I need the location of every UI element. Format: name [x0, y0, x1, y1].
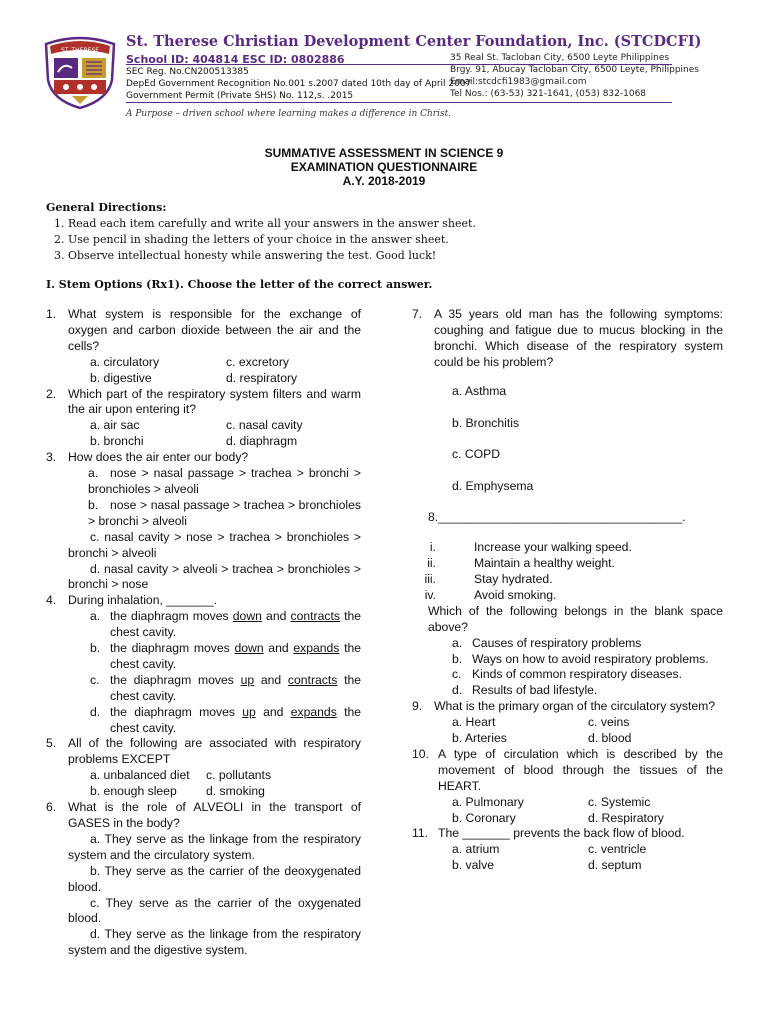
- question-number: 2.: [46, 386, 57, 401]
- government-permit: Government Permit (Private SHS) No. 112,s. .2015: [126, 91, 354, 101]
- option-text: the diaphragm moves: [110, 704, 235, 719]
- question-4: [46, 593, 361, 609]
- underlined-word: down: [234, 641, 264, 656]
- option-letter: d.: [452, 683, 463, 698]
- logo-text: ST. THERESE: [60, 47, 100, 54]
- title-line: EXAMINATION QUESTIONNAIRE: [290, 160, 478, 174]
- option: [452, 667, 723, 683]
- option: b. enough sleep: [90, 784, 177, 799]
- telephone: Tel Nos.: (63-53) 321-1641, (053) 832-1068: [450, 89, 647, 99]
- question-8: [428, 510, 723, 526]
- roman-numeral: ii.: [427, 556, 436, 571]
- option: c. They serve as the carrier of the oxygenated blood.: [68, 895, 361, 926]
- question-1: [46, 307, 361, 355]
- question-text: A 35 years old man has the following symptoms: coughing and fatigue due to mucus blocking in the bronchi. Which disease of the respiratory system could be his problem?: [434, 307, 723, 369]
- option-letter: b.: [88, 497, 99, 512]
- options: [68, 466, 361, 593]
- title-line: A.Y. 2018-2019: [342, 174, 426, 188]
- divider: [126, 102, 672, 103]
- question-7: [412, 307, 723, 371]
- question-9: [412, 699, 723, 715]
- question-6: [46, 800, 361, 832]
- question-text: What is the role of ALVEOLI in the transport of GASES in the body?: [68, 800, 361, 830]
- section-heading: I. Stem Options (Rx1). Choose the letter of the correct answer.: [46, 278, 433, 291]
- roman-item: [412, 572, 723, 588]
- option-text: the chest cavity.: [110, 641, 362, 671]
- blank-line: ____________________________________.: [438, 510, 686, 525]
- option: c. ventricle: [588, 842, 647, 857]
- option-text: and: [263, 704, 284, 719]
- option: [90, 705, 361, 737]
- option-text: and: [268, 641, 289, 656]
- roman-list: [412, 540, 723, 604]
- question-2: [46, 387, 361, 419]
- option: a. air sac: [90, 418, 140, 433]
- option-text: and: [266, 609, 287, 624]
- option-letter: b.: [90, 641, 101, 656]
- question-10: [412, 747, 723, 795]
- question-text: A type of circulation which is described by the movement of blood through the tissues of the HEART.: [438, 746, 723, 793]
- letterhead: [0, 0, 768, 130]
- options: [68, 768, 361, 800]
- option-text: the chest cavity.: [110, 672, 362, 703]
- option-letter: a.: [90, 609, 101, 624]
- option: d. nasal cavity > alveoli > trachea > bronchioles > bronchi > nose: [68, 561, 361, 592]
- roman-item: [412, 540, 723, 556]
- option: d. Respiratory: [588, 810, 664, 825]
- question-number: 11.: [412, 826, 429, 841]
- option-text: nose > nasal passage > trachea > bronchi > bronchioles > alveoli: [88, 466, 361, 496]
- question-number: 9.: [412, 699, 423, 714]
- option: d. smoking: [206, 784, 265, 799]
- option: d. Emphysema: [452, 479, 534, 494]
- email: Email:stcdcfi1983@gmail.com: [450, 77, 587, 87]
- roman-numeral: i.: [429, 540, 436, 555]
- option-text: and: [260, 672, 282, 687]
- right-column: [412, 307, 723, 874]
- option: c. nasal cavity > nose > trachea > bronchioles > bronchi > alveoli: [68, 529, 361, 560]
- option-text: Results of bad lifestyle.: [472, 683, 598, 698]
- roman-numeral: iv.: [424, 587, 436, 602]
- option: c. excretory: [226, 354, 289, 369]
- option: c. COPD: [452, 447, 501, 462]
- school-logo: [42, 34, 118, 110]
- option: b. digestive: [90, 370, 152, 385]
- question-text: All of the following are associated with respiratory problems EXCEPT: [68, 736, 361, 767]
- sec-reg: SEC Reg. No.CN200513385: [126, 67, 249, 77]
- question-text: What system is responsible for the exchange of oxygen and carbon dioxide between the air and the cells?: [68, 307, 361, 353]
- option: a. They serve as the linkage from the respiratory system and the circulatory system.: [68, 831, 361, 862]
- question-number: 10.: [412, 746, 429, 761]
- address-2: Brgy. 91, Abucay Tacloban City, 6500 Leyte, Philippines: [450, 65, 699, 75]
- direction-item: 1. Read each item carefully and write all your answers in the answer sheet.: [68, 216, 476, 232]
- option: c. pollutants: [206, 768, 272, 783]
- underlined-word: down: [232, 609, 262, 624]
- question-5: [46, 736, 361, 768]
- question-number: 8.: [428, 510, 439, 525]
- roman-item: [412, 556, 723, 572]
- title-line: SUMMATIVE ASSESSMENT IN SCIENCE 9: [264, 146, 504, 160]
- question-number: 4.: [46, 593, 57, 608]
- question-number: 6.: [46, 800, 57, 815]
- question-text: Which part of the respiratory system filters and warm the air upon entering it?: [68, 386, 361, 417]
- underlined-word: contracts: [287, 672, 338, 687]
- option: c. veins: [588, 715, 630, 730]
- option-letter: c.: [90, 672, 100, 687]
- option-text: the diaphragm moves: [110, 609, 229, 624]
- question-text: During inhalation, _______.: [68, 593, 218, 608]
- option-text: Kinds of common respiratory diseases.: [472, 667, 682, 682]
- option: [68, 466, 361, 498]
- option: b. bronchi: [90, 434, 144, 449]
- option: [452, 683, 723, 699]
- question-text: The _______ prevents the back flow of blood.: [438, 826, 685, 841]
- options: [412, 379, 723, 501]
- option: a. circulatory: [90, 354, 160, 369]
- option: d. respiratory: [226, 370, 298, 385]
- option: [90, 673, 361, 705]
- option: b. They serve as the carrier of the deoxygenated blood.: [68, 863, 361, 894]
- directions-list: [46, 216, 476, 264]
- option: [90, 641, 361, 673]
- option-letter: c.: [452, 667, 462, 682]
- direction-item: 2. Use pencil in shading the letters of your choice in the answer sheet.: [68, 232, 476, 248]
- directions-heading: General Directions:: [46, 201, 167, 214]
- option: [90, 609, 361, 641]
- item-text: Maintain a healthy weight.: [474, 556, 615, 571]
- roman-item: [412, 588, 723, 604]
- option: a. Heart: [452, 715, 496, 730]
- school-ids: School ID: 404814 ESC ID: 0802886: [126, 53, 345, 66]
- option-text: the diaphragm moves: [110, 641, 230, 656]
- direction-item: 3. Observe intellectual honesty while answering the test. Good luck!: [68, 248, 476, 264]
- option-letter: d.: [90, 704, 101, 719]
- option-text: Causes of respiratory problems: [472, 635, 642, 650]
- option-text: the chest cavity.: [110, 704, 362, 735]
- option: d. They serve as the linkage from the respiratory system and the digestive system.: [68, 927, 361, 958]
- question-text: How does the air enter our body?: [68, 450, 249, 465]
- underlined-word: up: [240, 672, 255, 687]
- option: c. nasal cavity: [226, 418, 303, 433]
- address-1: 35 Real St. Tacloban City, 6500 Leyte Philippines: [450, 53, 670, 63]
- item-text: Increase your walking speed.: [474, 540, 632, 555]
- option-text: nose > nasal passage > trachea > bronchioles > bronchi > alveoli: [88, 497, 361, 528]
- option-text: the chest cavity.: [110, 609, 362, 640]
- question-11: [412, 826, 723, 842]
- option: a. unbalanced diet: [90, 768, 190, 783]
- question-text: What is the primary organ of the circulatory system?: [434, 699, 716, 714]
- option: b. Coronary: [452, 810, 516, 825]
- option: d. septum: [588, 858, 642, 873]
- left-column: [46, 307, 361, 959]
- option-text: Ways on how to avoid respiratory problems.: [472, 651, 709, 666]
- divider: [126, 64, 672, 65]
- question-number: 5.: [46, 736, 57, 751]
- options: [90, 609, 361, 736]
- roman-numeral: iii.: [424, 571, 436, 586]
- option-letter: b.: [452, 651, 463, 666]
- option: a. Asthma: [452, 383, 507, 398]
- underlined-word: expands: [290, 704, 337, 719]
- option: [452, 652, 723, 668]
- options: [68, 355, 361, 387]
- option: a. atrium: [452, 842, 500, 857]
- question-number: 7.: [412, 307, 423, 321]
- option: d. diaphragm: [226, 434, 298, 449]
- motto: A Purpose – driven school where learning makes a difference in Christ.: [126, 109, 452, 119]
- underlined-word: expands: [293, 641, 340, 656]
- option: a. Pulmonary: [452, 794, 524, 809]
- options: [68, 418, 361, 450]
- question-3: [46, 450, 361, 466]
- option: d. blood: [588, 731, 632, 746]
- option: [68, 498, 361, 530]
- question-text: Which of the following belongs in the blank space above?: [428, 603, 723, 634]
- question-number: 1.: [46, 307, 57, 321]
- option: [452, 636, 723, 652]
- item-text: Stay hydrated.: [474, 571, 553, 586]
- option: c. Systemic: [588, 794, 651, 809]
- options: [68, 832, 361, 959]
- question-number: 3.: [46, 450, 57, 465]
- option-text: the diaphragm moves: [110, 672, 234, 687]
- option: b. Bronchitis: [452, 415, 520, 430]
- document-title: [0, 146, 768, 188]
- option: b. Arteries: [452, 731, 507, 746]
- item-text: Avoid smoking.: [474, 587, 557, 602]
- option-letter: a.: [88, 466, 99, 481]
- option: b. valve: [452, 858, 495, 873]
- general-directions: [46, 200, 476, 264]
- underlined-word: contracts: [290, 609, 340, 624]
- option-letter: a.: [452, 635, 463, 650]
- options: [452, 636, 723, 700]
- deped-recognition: DepEd Government Recognition No.001 s.2007 dated 10th day of April 2007: [126, 79, 472, 89]
- org-name: St. Therese Christian Development Center Foundation, Inc. (STCDCFI): [126, 33, 702, 50]
- underlined-word: up: [242, 704, 256, 719]
